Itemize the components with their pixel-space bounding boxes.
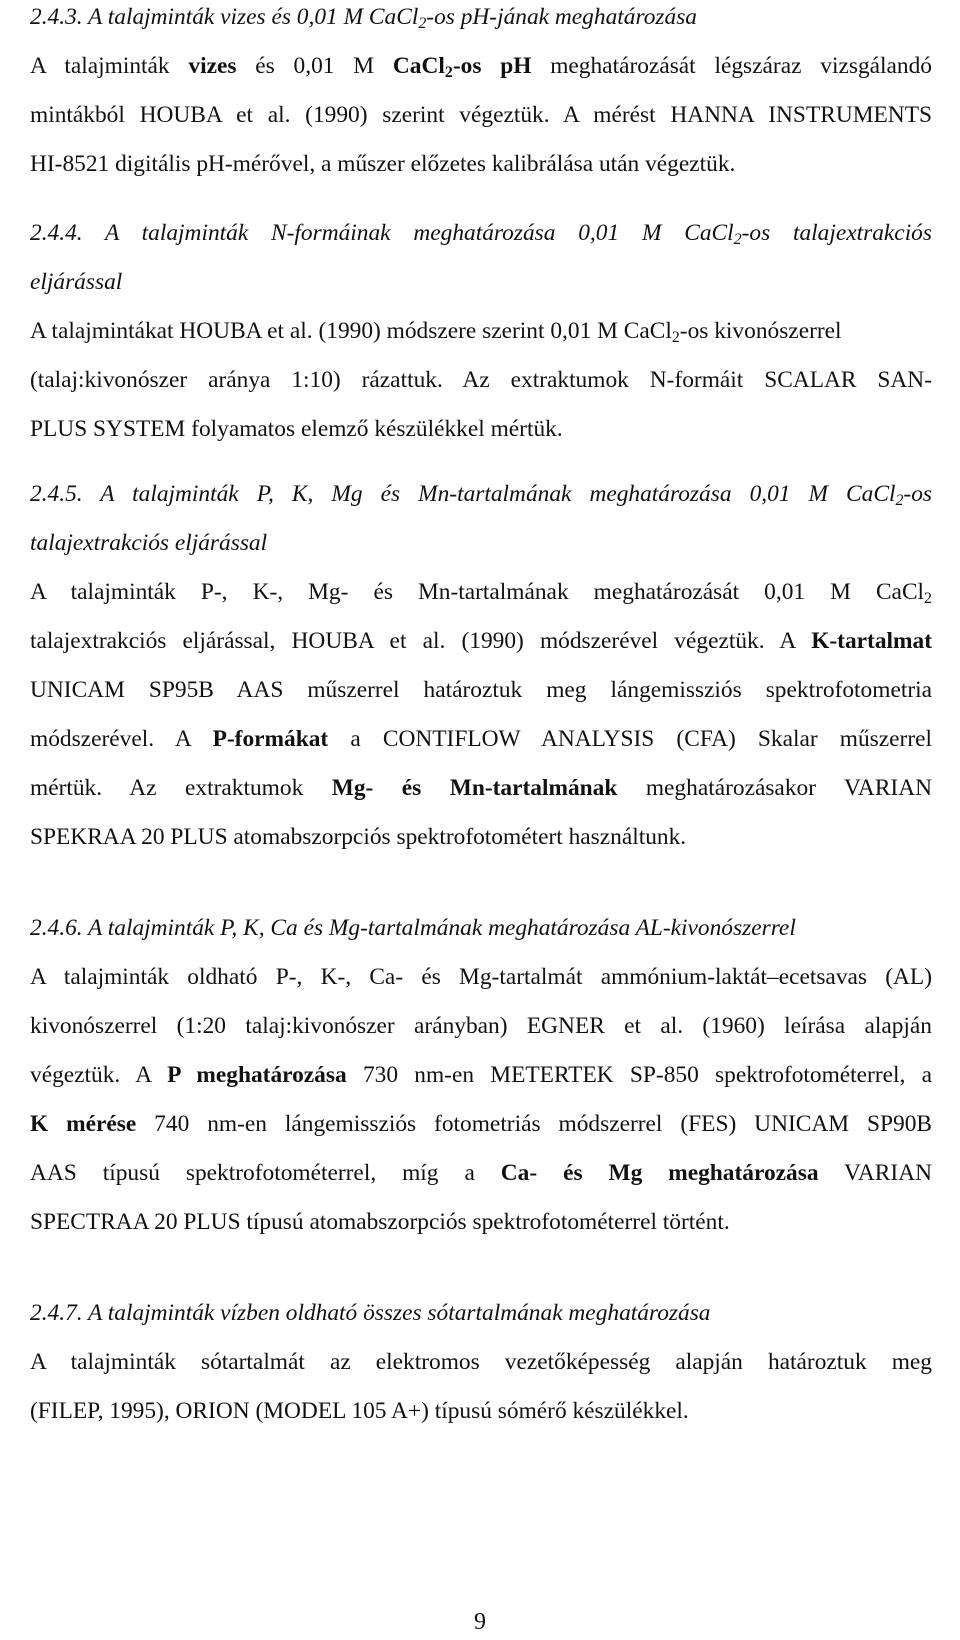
- paragraph-line: mértük. Az extraktumok Mg- és Mn-tartalmának meghatározásakor VARIAN: [30, 775, 932, 801]
- paragraph-line: mintákból HOUBA et al. (1990) szerint végeztük. A mérést HANNA INSTRUMENTS: [30, 102, 932, 128]
- section-heading-cont: eljárással: [30, 269, 123, 295]
- paragraph-line: UNICAM SP95B AAS műszerrel határoztuk meg lángemissziós spektrofotometria: [30, 677, 932, 703]
- paragraph-line: végeztük. A P meghatározása 730 nm-en METERTEK SP-850 spektrofotométerrel, a: [30, 1062, 933, 1088]
- paragraph-line: SPECTRAA 20 PLUS típusú atomabszorpciós spektrofotométerrel történt.: [30, 1209, 730, 1235]
- paragraph-line: (talaj:kivonószer aránya 1:10) rázattuk. Az extraktumok N-formáit SCALAR SAN-: [30, 367, 932, 393]
- paragraph-line: A talajmintákat HOUBA et al. (1990) módszere szerint 0,01 M CaCl$_2$-os kivonószerrel: [30, 318, 842, 346]
- section-heading: 2.4.3. A talajminták vizes és 0,01 M CaCl$_2$-os pH-jának meghatározása: [30, 4, 697, 32]
- page-number: 9: [474, 1609, 486, 1635]
- paragraph-line: A talajminták P-, K-, Mg- és Mn-tartalmának meghatározását 0,01 M CaCl$_2$: [30, 579, 932, 607]
- section-heading-cont: talajextrakciós eljárással: [30, 530, 268, 556]
- section-2-4-4: [30, 209, 932, 454]
- section-2-4-7: [30, 1289, 932, 1436]
- paragraph-line: A talajminták sótartalmát az elektromos vezetőképesség alapján határoztuk meg: [30, 1349, 932, 1375]
- paragraph-line: A talajminták oldható P-, K-, Ca- és Mg-tartalmát ammónium-laktát–ecetsavas (AL): [30, 964, 932, 990]
- paragraph-line: AAS típusú spektrofotométerrel, míg a Ca- és Mg meghatározása VARIAN: [30, 1160, 932, 1186]
- section-2-4-5: [30, 470, 932, 862]
- paragraph-line: kivonószerrel (1:20 talaj:kivonószer arányban) EGNER et al. (1960) leírása alapján: [30, 1013, 932, 1039]
- section-heading: 2.4.4. A talajminták N-formáinak meghatározása 0,01 M CaCl$_2$-os talajextrakciós: [30, 220, 932, 248]
- section-2-4-6: [30, 904, 932, 1247]
- section-2-4-3: [30, 0, 932, 189]
- section-heading: 2.4.5. A talajminták P, K, Mg és Mn-tartalmának meghatározása 0,01 M CaCl$_2$-os: [30, 481, 932, 509]
- section-heading: 2.4.7. A talajminták vízben oldható összes sótartalmának meghatározása: [30, 1300, 711, 1326]
- paragraph-line: K mérése 740 nm-en lángemissziós fotometriás módszerrel (FES) UNICAM SP90B: [30, 1111, 932, 1137]
- section-heading: 2.4.6. A talajminták P, K, Ca és Mg-tartalmának meghatározása AL-kivonószerrel: [30, 915, 796, 941]
- paragraph-line: (FILEP, 1995), ORION (MODEL 105 A+) típusú sómérő készülékkel.: [30, 1398, 689, 1424]
- paragraph-line: talajextrakciós eljárással, HOUBA et al. (1990) módszerével végeztük. A K-tartalmat: [30, 628, 932, 654]
- paragraph-line: HI-8521 digitális pH-mérővel, a műszer előzetes kalibrálása után végeztük.: [30, 151, 736, 177]
- paragraph-line: módszerével. A P-formákat a CONTIFLOW ANALYSIS (CFA) Skalar műszerrel: [30, 726, 932, 752]
- paragraph-line: PLUS SYSTEM folyamatos elemző készülékkel mértük.: [30, 416, 563, 442]
- paragraph-line: SPEKRAA 20 PLUS atomabszorpciós spektrofotométert használtunk.: [30, 824, 687, 850]
- paragraph-line: A talajminták vizes és 0,01 M CaCl$_2$-os pH meghatározását légszáraz vizsgálandó: [30, 53, 932, 81]
